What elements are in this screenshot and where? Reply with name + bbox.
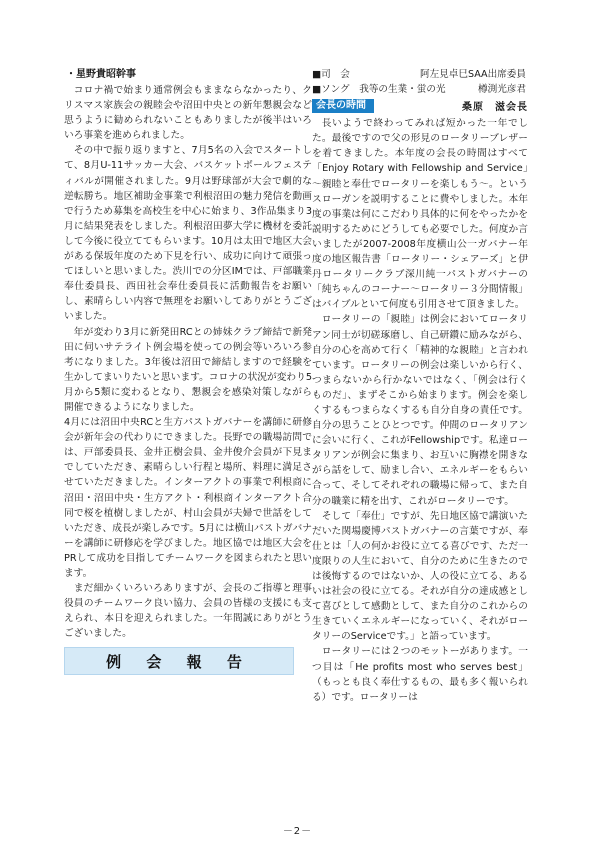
president-name: 桑原 滋会長 <box>462 102 528 114</box>
song-line <box>312 83 528 98</box>
mc-label: ■司 会 <box>312 69 350 80</box>
secretary-paragraph: 年が変わり3月に新発田RCとの姉妹クラブ締結で新発田に伺いサテライト例会場を使っての例会等いろいろ参考になりました。3年後は沼田で締結しますので経験を生かしてまいりたいと思います。コロナの状況が変わり5月から5類に変わるとなり、懇親会を感染対策しながら開催できるようになりました。 <box>64 326 312 413</box>
mc-name: 阿左見卓巳SAA出席委員 <box>419 69 526 80</box>
secretary-paragraph: まだ細かくいろいろありますが、会長のご指導と理事役員のチームワーク良い協力、会員の皆様の支援にも支えられ、本日を迎えられました。一年間誠にありがとうございました。 <box>64 583 312 640</box>
president-header <box>312 98 528 113</box>
meeting-report-banner <box>64 647 294 675</box>
president-paragraph: ロータリーの「親睦」は例会においてロータリアン同士が切磋琢磨し、自己研鑽に励みながら、自分の心を高めて行く「精神的な親睦」と言われています。ロータリーの例会は楽しいから行く、つまらないから行かないではなく、「例会は行くものだ」、まずそこから始まります。例会を楽しくするもつまらなくするも自分自身の責任です。自分の思うことひとつです。仲間のロータリアンに会いに行く、これがFellowshipです。私達ロータリアンが例会に集まり、お互いに胸襟を開きながら話をして、励まし合い、エネルギーをもらい合って、そしてそれぞれの職場に帰って、また自分の職業に精を出す、これがロータリーです。 <box>312 314 528 507</box>
meeting-report-title: 例 会 報 告 <box>106 652 252 671</box>
president-paragraph: 長いようで終わってみれば短かった一年でした。最後ですので父の形見のロータリーブレザーを着てきました。本年度の会長の時間はすべて「Enjoy Rotary with Fellowship and Service」～親睦と奉仕でロータリーを楽しもう～。というスローガンを説明することに費やしました。本年度の事業は何にこだわり具体的に何をやったかを説明するためにどうしても必要でした。何度か言いましたが2007-2008年度横山公一ガバナー年度の地区報告書「ロータリー・シェアーズ」と伊丹ロータリークラブ深川純一パストガバナーの「純ちゃんのコーナー～ロータリー３分間情報」はバイブルといて何度も引用させて頂きました。 <box>312 118 528 311</box>
right-column <box>312 68 528 705</box>
song-name: 樽渕光彦君 <box>478 83 526 95</box>
secretary-paragraph: 4月には沼田中央RCと生方パストガバナーを講師に研修会が新年会の代わりにできました。長野での職場訪問では、戸部委員長、金井正樹会員、金井俊介会員が下見までしていただき、素晴らしい行程と場所、料理に満足させていただきました。インターアクトの事業で利根商に沼田・沼田中央・生方アクト・利根商インターアクト合同で桜を植樹しましたが、村山会員が夫婦で世話をしていただき、成長が楽しみです。5月には横山パストガバナーを講師に研修応を学びました。地区協では地区大会をPRして成功を目指してチームワークを図まられたと思います。 <box>64 417 312 579</box>
song-label: ■ソング 我等の生業・蛍の光 <box>312 83 446 95</box>
president-paragraph: そして「奉仕」ですが、先日地区協で講演いただいた関場慶博パストガバナーの言葉ですが、奉仕とは「人の何かお役に立てる喜びです、ただ一度限りの人生において、自分のために生きたのでは後悔するのではないか、人の役に立てる、あるいは社会の役に立てる。それが自分の達成感として喜びとして感動として、また自分のこれからの生きていくエネルギーになっていく、それがロータリーのServiceです。」と語っています。 <box>312 510 528 643</box>
secretary-paragraph: その中で振り返りますと、7月5名の入会でスタートして、8月U-11サッカー大会、バスケットボールフェスティバルが開催されました。9月は野球部が大会で劇的な逆転勝ち。地区補助金事業で利根沼田の魅力発信を動画で行うため募集を高校生を中心に始まり、3作品集まり3月に結果発表をしました。利根沼田夢大学に機材を委託して今後に役立ててもらいます。10月は太田で地区大会がある保坂年度のため下見を行い、成功に向けて頑張ってほしいと思いました。渋川での分区IMでは、戸部職業奉仕委員長、西田社会奉仕委員長に活動報告をお願いし、素晴らしい内容で無理をお願いしてありがとうございました。 <box>64 145 312 323</box>
mc-line <box>312 68 528 83</box>
secretary-paragraph: コロナ禍で始まり通常例会もままならなかったり、クリスマス家族会の親睦会や沼田中央との新年懇親会など思うように勧められないこともありましたが後半はいろいろ事業を進められました。 <box>64 85 312 142</box>
page-number: －2－ <box>282 826 313 837</box>
secretary-heading: ・星野貴昭幹事 <box>66 69 136 80</box>
president-paragraph: ロータリーには２つのモットーがあります。一つ目は「He profits most who serves best」（もっとも良く奉仕するもの、最も多く報いられる）です。ロータリーは <box>312 646 528 703</box>
left-column <box>64 68 312 675</box>
president-time-label: 会長の時間 <box>312 99 374 113</box>
